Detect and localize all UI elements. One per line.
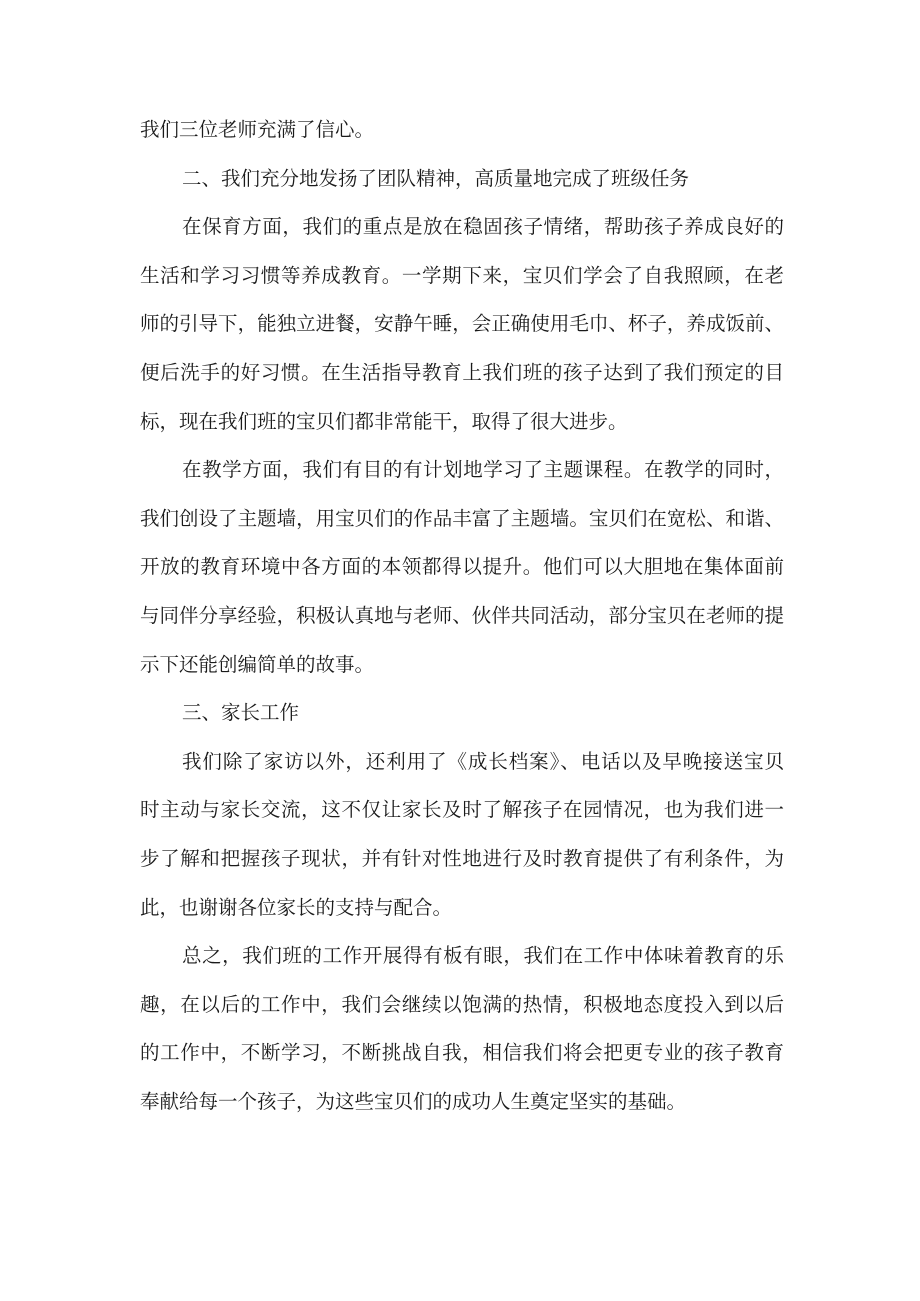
text-line: 生活和学习习惯等养成教育。一学期下来，宝贝们学会了自我照顾，在老: [140, 263, 784, 287]
text-line: 此，也谢谢各位家长的支持与配合。: [140, 895, 453, 919]
text-line: 开放的教育环境中各方面的本领都得以提升。他们可以大胆地在集体面前: [140, 555, 784, 579]
section-heading: 二、我们充分地发扬了团队精神，高质量地完成了班级任务: [182, 166, 690, 190]
text-line: 标，现在我们班的宝贝们都非常能干，取得了很大进步。: [140, 409, 628, 433]
section-heading: 三、家长工作: [182, 701, 300, 725]
text-line: 我们创设了主题墙，用宝贝们的作品丰富了主题墙。宝贝们在宽松、和谐、: [140, 506, 784, 530]
document-body: [140, 114, 784, 1134]
text-line: 趣，在以后的工作中，我们会继续以饱满的热情，积极地态度投入到以后: [140, 992, 784, 1016]
text-line: 在教学方面，我们有目的有计划地学习了主题课程。在教学的同时，: [182, 458, 784, 482]
text-line: 师的引导下，能独立进餐，安静午睡，会正确使用毛巾、杯子，养成饭前、: [140, 312, 784, 336]
text-line: 我们除了家访以外，还利用了《成长档案》、电话以及早晚接送宝贝: [182, 749, 784, 773]
text-line: 便后洗手的好习惯。在生活指导教育上我们班的孩子达到了我们预定的目: [140, 360, 784, 384]
text-line: 步了解和把握孩子现状，并有针对性地进行及时教育提供了有利条件，为: [140, 846, 784, 870]
text-line: 示下还能创编简单的故事。: [140, 652, 375, 676]
text-line: 我们三位老师充满了信心。: [140, 118, 375, 141]
text-line: 与同伴分享经验，积极认真地与老师、伙伴共同活动，部分宝贝在老师的提: [140, 603, 784, 627]
text-line: 的工作中，不断学习，不断挑战自我，相信我们将会把更专业的孩子教育: [140, 1041, 784, 1065]
text-line: 在保育方面，我们的重点是放在稳固孩子情绪，帮助孩子养成良好的: [182, 215, 784, 239]
text-line: 总之，我们班的工作开展得有板有眼，我们在工作中体味着教育的乐: [182, 944, 784, 968]
text-line: 奉献给每一个孩子，为这些宝贝们的成功人生奠定坚实的基础。: [140, 1089, 687, 1113]
text-line: 时主动与家长交流，这不仅让家长及时了解孩子在园情况，也为我们进一: [140, 798, 784, 822]
